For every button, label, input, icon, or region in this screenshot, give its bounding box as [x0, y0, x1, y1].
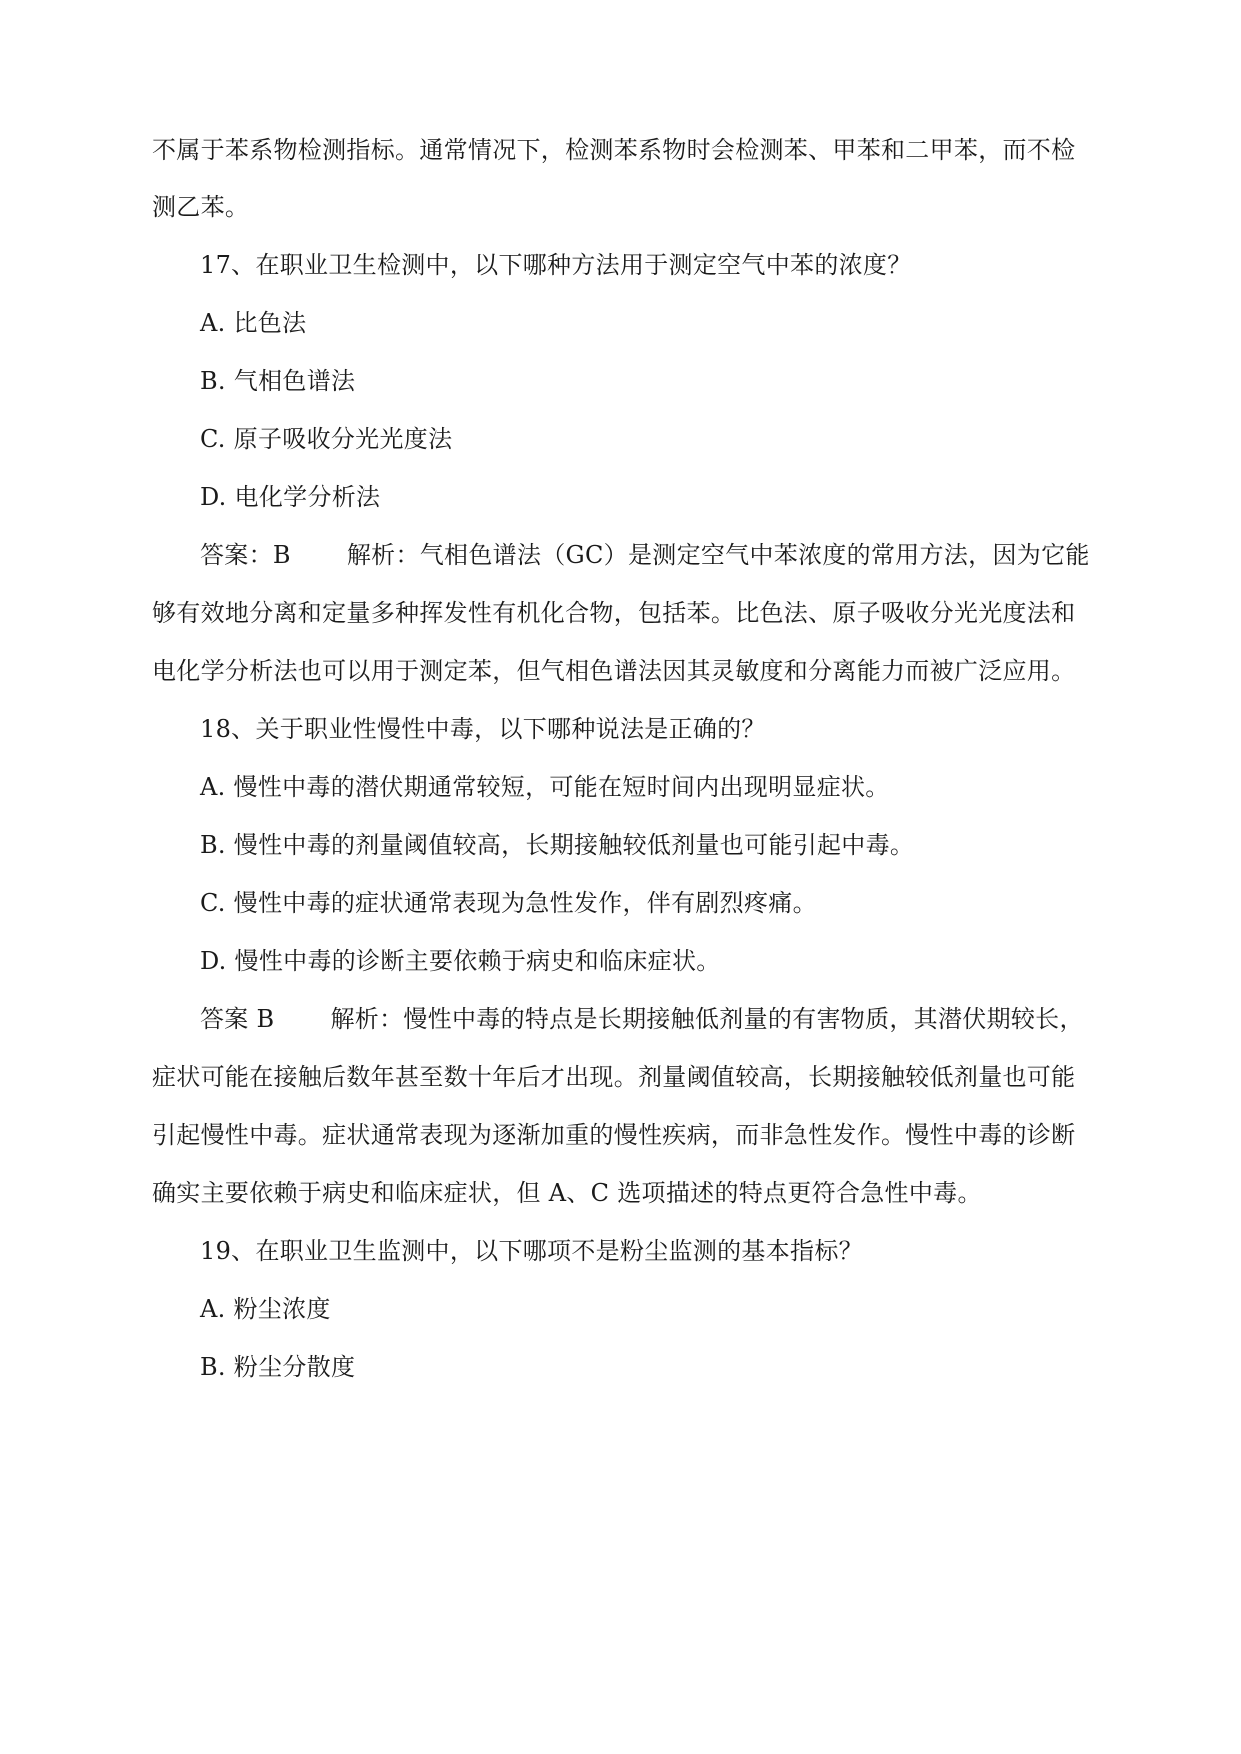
q17-analysis-line: 电化学分析法也可以用于测定苯，但气相色谱法因其灵敏度和分离能力而被广泛应用。 — [152, 657, 1076, 685]
q18-option-d: D. 慢性中毒的诊断主要依赖于病史和临床症状。 — [200, 947, 721, 975]
paragraph-line: 测乙苯。 — [152, 193, 250, 221]
q18-analysis-line: 症状可能在接触后数年甚至数十年后才出现。剂量阈值较高，长期接触较低剂量也可能 — [152, 1063, 1076, 1091]
q17-option-a: A. 比色法 — [200, 309, 307, 337]
q17-answer: 答案：B — [200, 541, 291, 569]
paragraph-line: 不属于苯系物检测指标。通常情况下，检测苯系物时会检测苯、甲苯和二甲苯，而不检 — [152, 136, 1076, 164]
q17-option-c: C. 原子吸收分光光度法 — [200, 425, 453, 453]
question-18: 18、关于职业性慢性中毒，以下哪种说法是正确的？ — [200, 715, 766, 743]
q18-answer: 答案 B — [200, 1005, 275, 1033]
question-17: 17、在职业卫生检测中，以下哪种方法用于测定空气中苯的浓度？ — [200, 251, 912, 279]
q18-option-b: B. 慢性中毒的剂量阈值较高，长期接触较低剂量也可能引起中毒。 — [200, 831, 915, 859]
q18-option-c: C. 慢性中毒的症状通常表现为急性发作，伴有剧烈疼痛。 — [200, 889, 817, 917]
q17-option-d: D. 电化学分析法 — [200, 483, 381, 511]
q18-analysis-line: 引起慢性中毒。症状通常表现为逐渐加重的慢性疾病，而非急性发作。慢性中毒的诊断 — [152, 1121, 1076, 1149]
q18-answer-line — [200, 1002, 1092, 1036]
q17-analysis-line: 够有效地分离和定量多种挥发性有机化合物，包括苯。比色法、原子吸收分光光度法和 — [152, 599, 1076, 627]
q17-answer-line — [200, 538, 1092, 572]
q19-option-b: B. 粉尘分散度 — [200, 1353, 356, 1381]
q17-option-b: B. 气相色谱法 — [200, 367, 356, 395]
question-19: 19、在职业卫生监测中，以下哪项不是粉尘监测的基本指标？ — [200, 1237, 863, 1265]
q18-analysis-line: 确实主要依赖于病史和临床症状，但 A、C 选项描述的特点更符合急性中毒。 — [152, 1179, 982, 1207]
q17-analysis-line: 解析：气相色谱法（GC）是测定空气中苯浓度的常用方法，因为它能 — [346, 541, 1090, 569]
q18-analysis-line: 解析：慢性中毒的特点是长期接触低剂量的有害物质，其潜伏期较长， — [330, 1005, 1084, 1033]
q18-option-a: A. 慢性中毒的潜伏期通常较短，可能在短时间内出现明显症状。 — [200, 773, 890, 801]
q19-option-a: A. 粉尘浓度 — [200, 1295, 331, 1323]
